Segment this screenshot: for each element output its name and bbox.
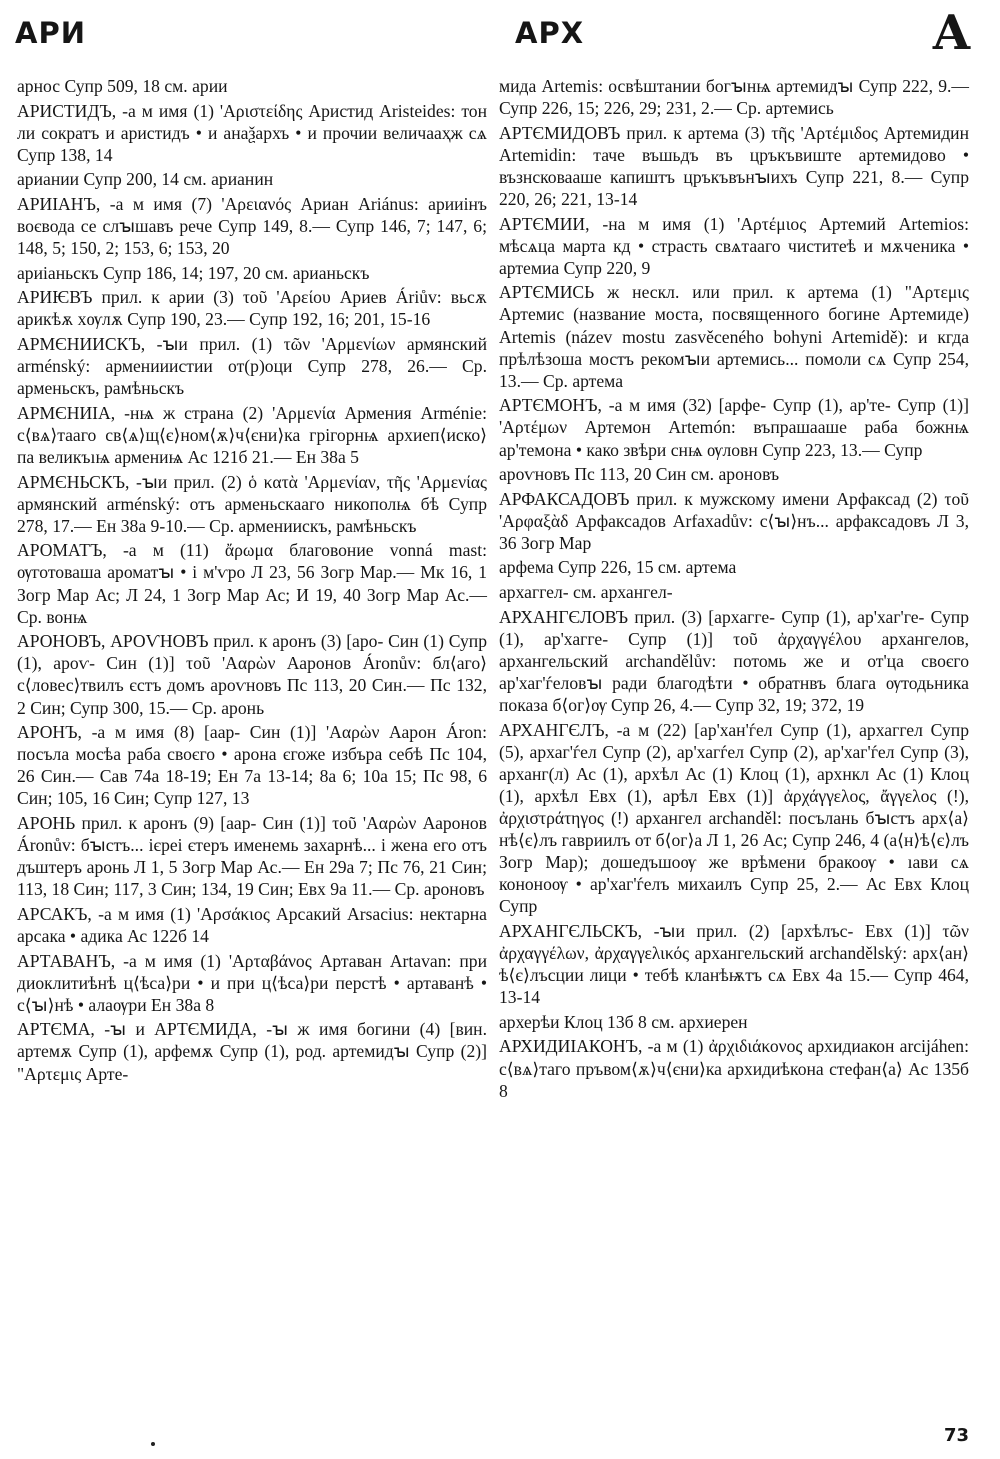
entry: ароѵновъ Пс 113, 20 Син см. ароновъ xyxy=(499,464,780,485)
entry: АРОНЬ прил. к аронъ (9) [аар- Син (1)] τοῦ 'Ααρὼν Ааронов Áronův: бꙑстъ... ієреі єтеръ именемь захарнѣ... і жена его отъ дъштеръ аронь Л 1, 5 Зогр Мар Ас.— Ен 29а 7; Пс 76, 21 Син; 113, 18 Син; 117, 3 Син; 134, 19 Син; Евх 9а 11.— Ср. ароновъ xyxy=(17,813,487,900)
entry: архерѣи Клоц 13б 8 см. архиерен xyxy=(499,1011,748,1032)
entry: АРСАКЪ, -а м имя (1) 'Αρσάκιος Арсакий Arsacius: нектарна арсака • адика Ас 122б 14 xyxy=(17,903,487,946)
entry: мида Artemis: освѣштании богꙑнѩ артемидꙑ Супр 222, 9.— Супр 226, 15; 226, 29; 231, 2.— Ср. артемись xyxy=(499,76,969,119)
page-number: 73 xyxy=(944,1425,970,1446)
entry: АРМЄНИИСКЪ, -ꙑи прил. (1) τῶν 'Αρμενίων армянский arménský: арменииистии от(р)оци Супр 278, 26.— Ср. арменьскъ, рамѣньскъ xyxy=(17,334,487,399)
entry: АРХАНГЄЛОВЪ прил. (3) [архагге- Супр (1), ар'хаг'ге- Супр (1), ар'хагге- Супр (1)] τοῦ ἀρχαγγέλου архангелов, архангельский archandělův: потомь же и от'ца своєго ар'хаг'ѓеловꙑ ради благодѣти • обратнвъ блага ѹтодьника показа б⟨ог⟩ѹ Супр 26, 4.— Супр 32, 19; 372, 19 xyxy=(499,606,969,716)
entry: ариании Супр 200, 14 см. арианин xyxy=(17,169,274,190)
entry: арнос Супр 509, 18 см. арии xyxy=(17,76,228,96)
entry: ариіаньскъ Супр 186, 14; 197, 20 см. арианьскъ xyxy=(17,262,370,283)
entry: АРХИДИІАКОНЪ, -а м (1) ἀρχιδιάκονος архидиакон arcijáhen: с⟨вѧ⟩таго пръвом⟨ѫ⟩ч⟨єни⟩ка архидиѣкона стефан⟨а⟩ Ас 135б 8 xyxy=(499,1036,969,1101)
entry: АРМЄНЬСКЪ, -ꙑи прил. (2) ὁ κατὰ 'Αρμενίαν, τῆς 'Αρμενίας армянский arménský: отъ арменьскааго никополѩ бѣ Супр 278, 17.— Ен 38а 9-10.— Ср. армениискъ, рамѣньскъ xyxy=(17,471,487,536)
entry: АРФАКСАДОВЪ прил. к мужскому имени Арфаксад (2) τοῦ 'Αρφαξὰδ Арфаксадов Arfaxadův: с⟨ꙑ⟩нъ... арфаксадовъ Л 3, 36 Зогр Мар xyxy=(499,488,969,553)
entry: АРХАНГЄЛЬСКЪ, -ꙑи прил. (2) [архѣлъс- Евх (1)] τῶν ἀρχαγγέλων, ἀρχαγγελικός архангельский archandělský: арх⟨ан⟩ѣ⟨є⟩лъсции лици • тебѣ кланѣѭтъ сѧ Евх 4а 15.— Супр 464, 13-14 xyxy=(499,920,969,1008)
entry: АРТЄМИСЬ ж нескл. или прил. к артема (1) "Αρτεμις Артемис (название моста, посвященного богине Артемиде) Artemis (název mostu zasvěceného bohyni Artemidě): и кгда прѣлѣзоша мостъ рекомꙑи артемись... помоли сѧ Супр 254, 13.— Ср. артема xyxy=(499,282,969,391)
entry: АРТАВАНЪ, -а м имя (1) 'Αρταβάνος Артаван Artavan: при диоклитиѣнѣ ц⟨ѣса⟩ри • и при ц⟨ѣса⟩ри перстѣ • артаванѣ • с⟨ꙑ⟩нѣ • алаѹри Ен 38а 8 xyxy=(17,950,487,1015)
entry: арфема Супр 226, 15 см. артема xyxy=(499,557,737,578)
entry: АРОНЪ, -а м имя (8) [аар- Син (1)] 'Ααρὼν Аарон Áron: посъла мосѣа раба своєго • арона єгоже избъра себѣ Пс 104, 26 Син.— Сав 74а 18-19; Ен 7а 13-14; 8а 6; 10а 15; Пс 98, 6 Син; 105, 16 Син; Супр 127, 13 xyxy=(17,722,487,809)
entry: АРТЄМИИ, -на м имя (1) 'Αρτέμιος Артемий Artemios: мѣсѧца марта кд • страсть свѧтааго чиститеѣ и мѫченика • артемиа Супр 220, 9 xyxy=(499,213,969,278)
entry: АРТЄМИДОВЪ прил. к артема (3) τῆς 'Αρτέμιδος Артемидин Artemidin: таче въшьдъ въ цръкъвиште артемидово • възнсковааше капиштъ цръкъвънꙑихъ Супр 221, 8.— Супр 220, 26; 221, 13-14 xyxy=(499,122,969,209)
entry: АРОМАТЪ, -а м (11) ἄρωμα благовоние vonná mast: ѹготоваша ароматꙑ • і м'ѵро Л 23, 56 Зогр Мар.— Мк 16, 1 Зогр Мар Ас; Л 24, 1 Зогр Мар Ас; И 19, 40 Зогр Мар Ас.— Ср. вонѩ xyxy=(17,540,487,627)
running-head-left: АРИ xyxy=(15,16,86,50)
entry: АРИѤВЪ прил. к арии (3) τοῦ 'Αρείου Ариев Áriův: вьсѫ арикѣѫ хѹлѫ Супр 190, 23.— Супр 192, 16; 201, 15-16 xyxy=(17,287,487,330)
ink-speck xyxy=(151,1442,155,1446)
entry: АРИСТИДЪ, -а м имя (1) 'Αριστείδης Аристид Aristeides: тон ли сократъ и аристидъ • и анаѯархъ • и прочии величааҳж сѧ Супр 138, 14 xyxy=(17,100,487,165)
running-head-right: АРХ xyxy=(515,16,585,50)
entry: АРТЄМА, -ꙑ и АРТЄМИДА, -ꙑ ж имя богини (4) [вин. артемѫ Супр (1), арфемѫ Супр (1), род. артемидꙑ Супр (2)] "Αρτεμις Арте- xyxy=(17,1019,487,1084)
entry: архаггел- см. архангел- xyxy=(499,582,673,603)
entry: АРХАНГЄЛЪ, -а м (22) [ар'хан'ѓел Супр (1), архаггел Супр (5), архаг'ѓел Супр (2), ар'хагѓел Супр (2), ар'хаг'ѓел Супр (3), арханг(л) Ас (1), архѣл Ас (1) Клоц (1), архнкл Ас (1) Клоц (1), архѣл Евх (1), арѣл Евх (1)] ἀρχάγγελος, ἄγγελος (!), ἀρχιστράτηγος (!) архангел archanděl: посълань бꙑстъ арх⟨а⟩нѣ⟨є⟩лъ гавриилъ от б⟨ог⟩а Л 1, 26 Ас; Супр 246, 4 (а⟨н⟩ѣ⟨є⟩лъ Зогр Мар); дошедъшоѹ же врѣмени бракоѹ • ıави сѧ кононоѹ • ар'хаг'ѓелъ михаилъ Супр 25, 2.— Ас Евх Клоц Супр xyxy=(499,719,969,917)
entry: АРМЄНИІА, -нѩ ж страна (2) 'Αρμενία Армения Arménie: с⟨вѧ⟩тааго св⟨ѧ⟩щ⟨є⟩ном⟨ѫ⟩ч⟨єни⟩ка грігорнѩ архиеп⟨иско⟩па великъıѩ армениѩ Ас 121б 21.— Ен 38а 5 xyxy=(17,402,487,467)
entry: АРИІАНЪ, -а м имя (7) 'Αρειανός Ариан Ariánus: арииінъ воєвода се слꙑшавъ рече Супр 149, 8.— Супр 146, 7; 147, 6; 148, 5; 150, 2; 153, 6; 153, 20 xyxy=(17,193,487,259)
left-column xyxy=(17,75,487,1415)
section-letter: А xyxy=(932,5,973,61)
entry: АРТЄМОНЪ, -а м имя (32) [арфе- Супр (1), ар'те- Супр (1)] 'Αρτέμων Артемон Artemón: въпрашааше раба божнѩ ар'темона • како звѣри снѩ ѹловн Супр 223, 13.— Супр xyxy=(499,395,969,460)
right-column xyxy=(499,75,969,1415)
entry: АРОНОВЪ, АРОѴНОВЪ прил. к аронъ (3) [аро- Син (1) Супр (1), ароѵ- Син (1)] τοῦ 'Ααρὼν Ааронов Áronův: бл⟨аго⟩с⟨ловес⟩твилъ єстъ домъ ароѵновъ Пс 113, 20 Син.— Пс 132, 2 Син; Супр 300, 15.— Ср. аронь xyxy=(17,631,487,718)
